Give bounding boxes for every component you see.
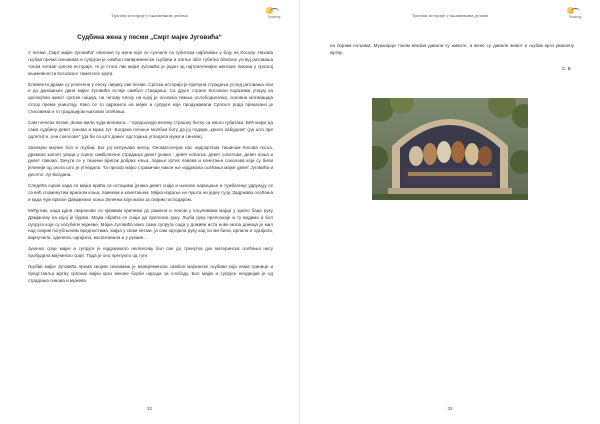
logo-text: Teaching [568, 15, 582, 19]
monument-photo [372, 98, 528, 200]
paragraph: на бојним пољима. Мушкарци током векова давали су животе, а жене су давале живот и љубав кроз увишену жртву. [330, 43, 574, 55]
mosaic-monument-image [372, 98, 528, 200]
teaching-logo [263, 6, 285, 20]
paragraph: Љубав мајке Југовића према својим синовима је ванвременски симбол мајчинске љубави која нема границе и представља жртву српских мајки кроз векове борбе народа за слободу. Бол мајке и супруге неодвојив је од страдања синова и мужева [28, 264, 273, 283]
page-number: 33 [447, 406, 453, 411]
article-body [28, 50, 273, 289]
paragraph: Сам почетак песме „Боже мили чуда великога...“ предсказује велику страшну битку са много губитака. Већ мајке да сама судбину девет синова и мужа Југ- Богдана почиње молбом богу да јој подари „крила лабудова“ (да што пре одлети) и „очи соколове“ (да би са што дањег одстојања угледала мужа и синове). [28, 119, 273, 139]
article-title: Судбина жена у песми „Смрт мајке Југовића“ [77, 34, 222, 41]
article-body-continued [330, 43, 574, 61]
page-number: 32 [147, 406, 152, 411]
right-page [300, 0, 600, 424]
logo-arc-icon [571, 8, 580, 15]
page-header: Трагови историје у књижевним делима [111, 13, 188, 18]
paragraph: Следећа сцена када се мајка враћа са остацима јунака девет снаја и њихово нарицање и тужбалице удружују се са већ споменутим вриском коња, лавеком и клинтањем. Мајка издаље не пушта ни једну сузу. Задржава осећања и када чује вриске Дамјановог коња Зеленка који жали за својим господаром. [28, 183, 273, 202]
logo-text: Teaching [267, 15, 281, 19]
author-signature: С. Б. [561, 66, 572, 71]
paragraph: Међутим, када црни гавранови са крвавим крилима до рамена и пеном у кљуновима мајци у крило баце руку Дамјанову на којој је бурма. Мајка обраћа се снаји да препозна руку. Љуба руку препознаје и ту видимо и бол супруга који су изгубиле мужеве. Мајка Југовића иако сама супруга сада у доживи иста нове мола даница је мил над својим погубљеним вредностима, мајка у свом песми, ја сам одгојила руку кад си ми била, врлила и одгајила, варнучила, оделила, одгајила, васпитавала и у рукаве... [28, 207, 273, 241]
paragraph: Значајни мајчин бол и љубав, Бог јој испуњава жељу. Ономатопејом нас надсвртком тишином Косова поља, драмски заплет уводи у сцену симболичне страдања девет јунака - девет копаља, девет соколова, девет коња и девет лавова. Зачути се у тишини врисак добрих коња, лајање хртих лавова и клинтање соколова који су били јелинији од онога што је угледала. Та призор мајко стравичан након ње издржала осећања мајке девет Југовића и десетог Југ-Богдана. [28, 144, 273, 178]
paragraph: У песми „Смрт мајке Југовића“ описане су жене које се суочиле са губитком најближих у боју на Косову. Нихова љубав према синовима и супрузи је симбол ванвременске љубави и патње због губитка блиских услед ратовања током читаве српске историје, те је стога лик мајке Југовића је један од најтрагичнијих женских ликова у српској књижевности Косовског тематског круга. [28, 50, 273, 76]
teaching-logo [564, 6, 586, 20]
page-header: Трагови историје у књижевним делима [411, 13, 489, 18]
logo-arc-icon [270, 8, 279, 15]
paragraph: Јуначко срце мајке и супруге је издржавало неописиву бол све до тренутка док материнска осећања нису пробудила мајчинско срце. Тада је оно препукло од туге. [28, 246, 273, 259]
paragraph: Елементи драме су уплетени у епску лирику ове песме. Српска историја је препуна страдања услед ратовања али и до данашњих дана мајке Југовића остаје симбол страдања. Са друге стране Косовски поразима утицај на целокупан живот српске нација, на читаву епоху на којој је основна тежња ослободилачка, основна мотивација отпор према уништају. Како се то одразило на мајке и супруге које продужавали Српског рода приказано је стиховима и то градацијом њихових осећања. [28, 81, 273, 114]
